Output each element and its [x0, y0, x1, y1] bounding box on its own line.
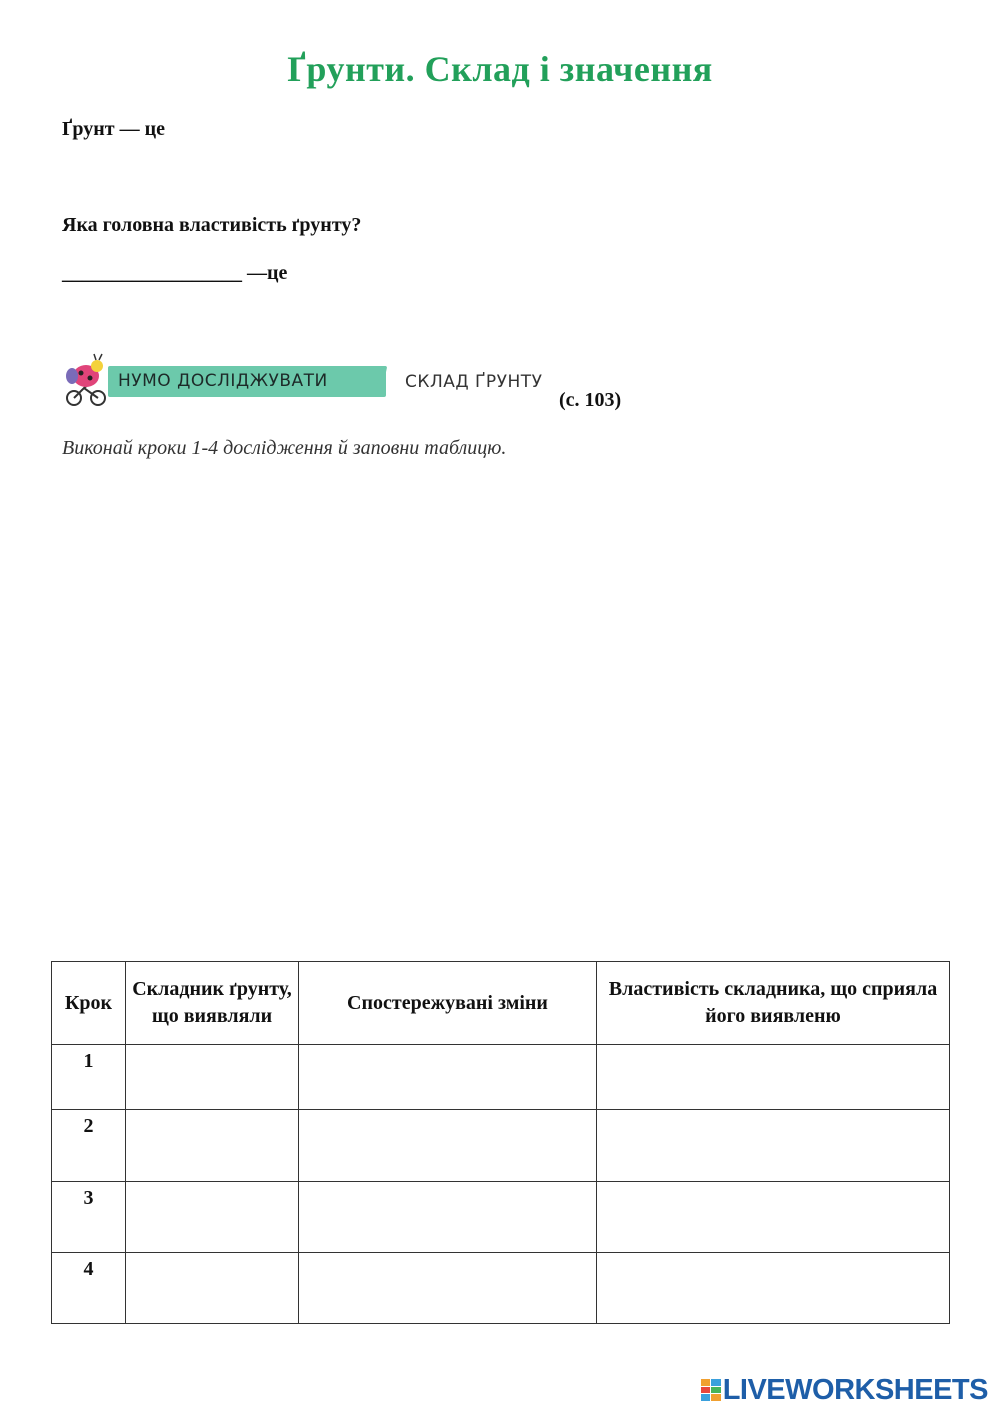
- changes-cell[interactable]: [299, 1110, 597, 1182]
- component-cell[interactable]: [126, 1045, 299, 1110]
- definition-prompt: Ґрунт — це: [62, 118, 166, 140]
- ladybug-on-bicycle-icon: [62, 352, 112, 410]
- step-number: 1: [52, 1045, 126, 1110]
- logo-text: LIVEWORKSHEETS: [722, 1373, 988, 1406]
- changes-cell[interactable]: [299, 1182, 597, 1253]
- component-cell[interactable]: [126, 1182, 299, 1253]
- question-text: Яка головна властивість ґрунту?: [62, 214, 362, 236]
- banner-subtitle: СКЛАД ҐРУНТУ: [405, 372, 543, 392]
- property-cell[interactable]: [597, 1253, 950, 1324]
- property-cell[interactable]: [597, 1182, 950, 1253]
- step-number: 4: [52, 1253, 126, 1324]
- blank-definition-line: __________________ —це: [62, 262, 288, 284]
- header-step: Крок: [52, 962, 126, 1045]
- liveworksheets-grid-icon: [701, 1379, 721, 1401]
- table-row: [52, 1253, 950, 1324]
- banner-label: НУМО ДОСЛІДЖУВАТИ: [118, 371, 328, 391]
- header-changes: Спостережувані зміни: [299, 962, 597, 1045]
- liveworksheets-logo[interactable]: [701, 1375, 988, 1405]
- changes-cell[interactable]: [299, 1253, 597, 1324]
- header-component: Складник ґрунту, що виявляли: [126, 962, 299, 1045]
- component-cell[interactable]: [126, 1110, 299, 1182]
- property-cell[interactable]: [597, 1110, 950, 1182]
- component-cell[interactable]: [126, 1253, 299, 1324]
- changes-cell[interactable]: [299, 1045, 597, 1110]
- page-reference: (с. 103): [559, 389, 622, 411]
- instruction-text: Виконай кроки 1-4 дослідження й заповни таблицю.: [62, 437, 507, 459]
- research-banner: [62, 352, 642, 410]
- header-property: Властивість складника, що сприяла його виявленю: [597, 962, 950, 1045]
- table-row: [52, 1110, 950, 1182]
- observation-table: [51, 961, 950, 1324]
- table-header-row: [52, 962, 950, 1045]
- property-cell[interactable]: [597, 1045, 950, 1110]
- table-row: [52, 1045, 950, 1110]
- step-number: 2: [52, 1110, 126, 1182]
- page-title: Ґрунти. Склад і значення: [287, 49, 713, 89]
- table-row: [52, 1182, 950, 1253]
- step-number: 3: [52, 1182, 126, 1253]
